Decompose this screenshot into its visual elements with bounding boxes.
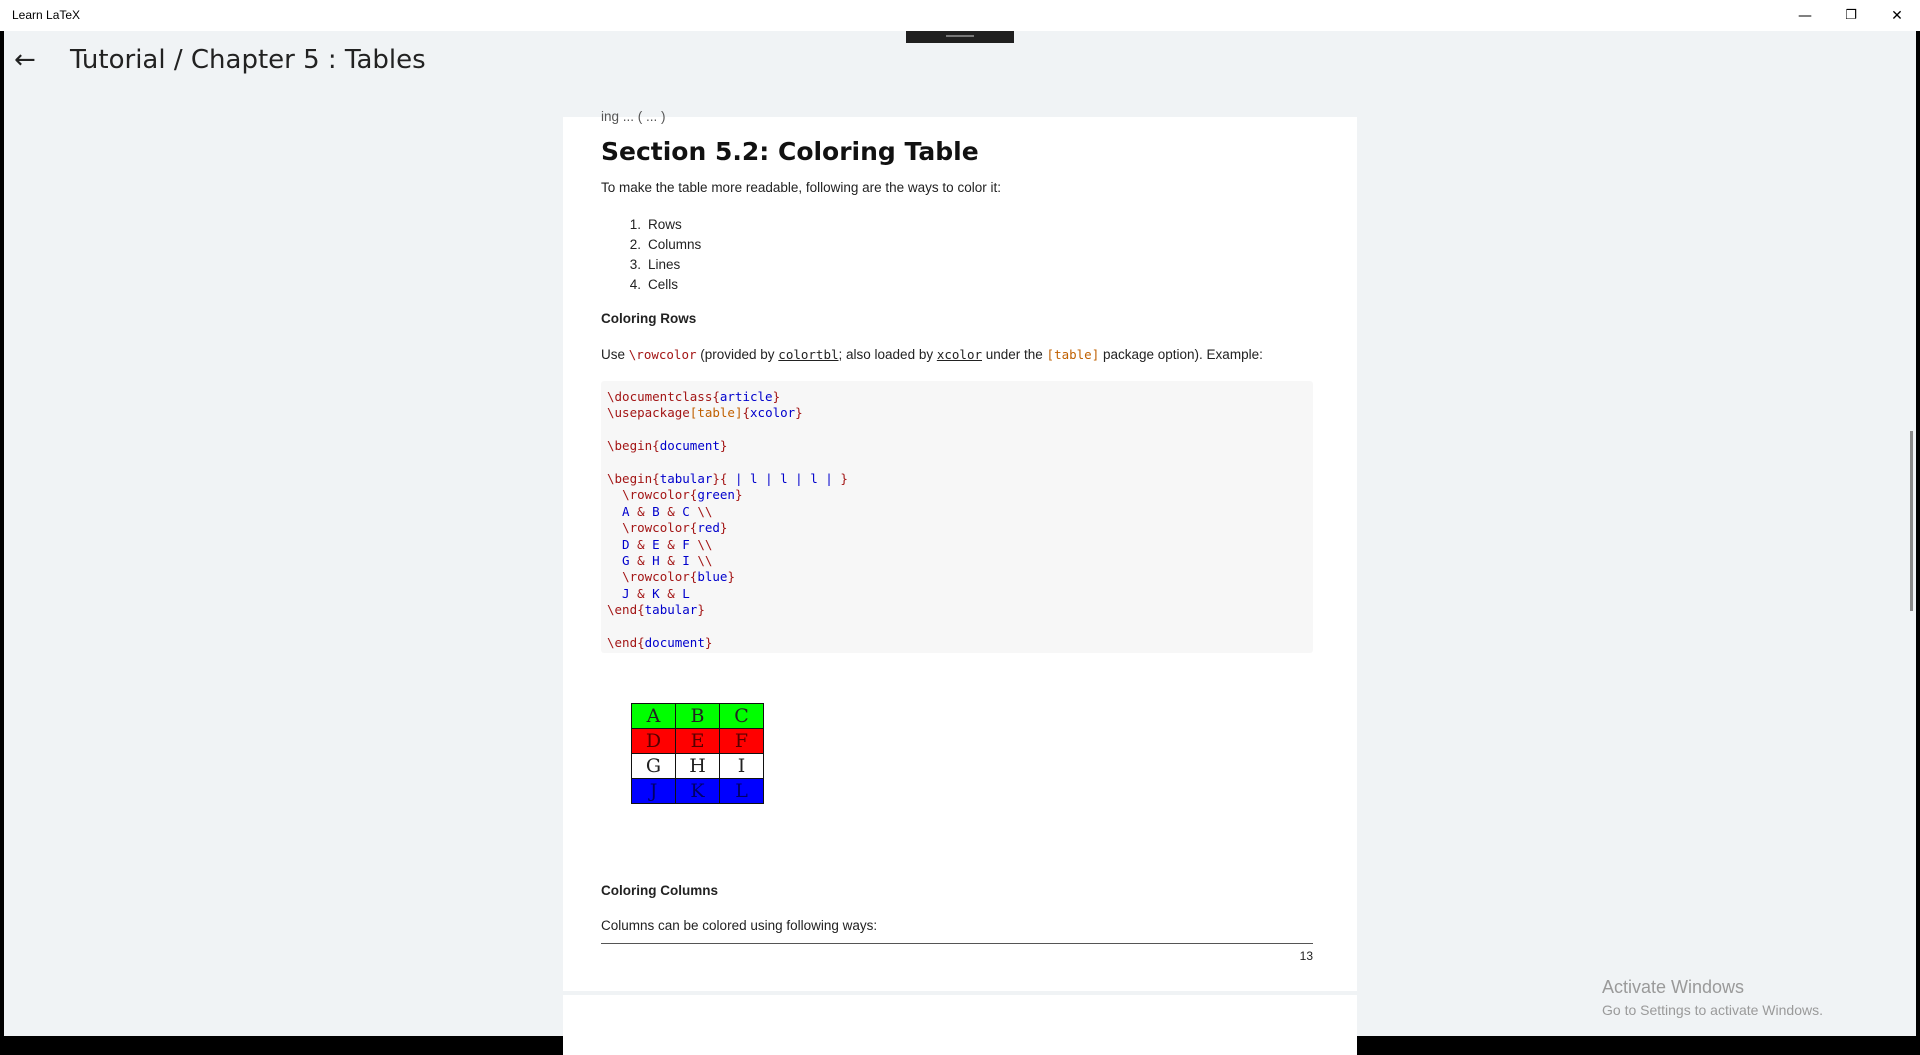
app-title: Learn LaTeX <box>12 8 81 22</box>
code-line: A & B & C \\ <box>607 503 713 519</box>
code-line: \end{tabular} <box>607 602 705 618</box>
table-cell: H <box>676 754 720 779</box>
code-line: \rowcolor{green} <box>622 487 743 503</box>
columns-intro: Columns can be colored using following ways: <box>601 918 878 933</box>
close-button[interactable]: ✕ <box>1891 7 1903 24</box>
colortbl-link[interactable]: colortbl <box>778 347 839 362</box>
list-item: 4. Cells <box>629 277 679 292</box>
table-cell: K <box>676 779 720 804</box>
rendered-colored-table <box>631 703 764 804</box>
code-line: \end{document} <box>607 635 713 650</box>
table-cell: A <box>632 704 676 729</box>
table-row <box>632 779 764 804</box>
code-line: J & K & L <box>607 585 690 601</box>
list-item: 2. Columns <box>629 237 702 252</box>
next-pdf-page <box>563 995 1357 1055</box>
minimize-button[interactable]: — <box>1798 7 1812 24</box>
code-line: \begin{tabular}{ | l | l | l | } <box>607 471 848 486</box>
page-title: Tutorial / Chapter 5 : Tables <box>70 45 426 75</box>
table-cell: D <box>632 729 676 754</box>
coloring-rows-heading: Coloring Rows <box>601 311 697 326</box>
code-line: G & H & I \\ <box>607 553 713 568</box>
table-cell: C <box>720 704 764 729</box>
list-item: 1. Rows <box>629 217 682 232</box>
title-bar <box>0 0 1920 31</box>
intro-paragraph: To make the table more readable, following are the ways to color it: <box>601 180 1001 195</box>
code-line: \usepackage[table]{xcolor} <box>607 405 803 421</box>
table-cell: I <box>720 754 764 779</box>
code-line: \documentclass{article} <box>607 389 781 404</box>
back-arrow-icon[interactable]: ← <box>14 45 36 75</box>
watermark-title: Activate Windows <box>1602 977 1745 997</box>
table-cell: E <box>676 729 720 754</box>
watermark-subtitle: Go to Settings to activate Windows. <box>1602 1002 1823 1018</box>
table-option: [table] <box>1046 347 1100 362</box>
pdf-page <box>563 109 1357 991</box>
activation-watermark <box>1602 977 1823 1018</box>
table-cell: B <box>676 704 720 729</box>
section-title: Section 5.2: Coloring Table <box>601 137 979 166</box>
code-line: D & E & F \\ <box>607 536 713 552</box>
table-row <box>632 754 764 779</box>
code-line: \begin{document} <box>607 438 728 454</box>
clipped-text: ing ... ( ... ) <box>601 109 666 124</box>
code-block <box>601 381 1313 653</box>
xcolor-link[interactable]: xcolor <box>936 347 982 362</box>
vertical-scrollbar[interactable] <box>1910 431 1913 611</box>
table-cell: L <box>720 779 764 804</box>
code-line: \rowcolor{red} <box>622 520 728 536</box>
table-cell: J <box>632 779 676 804</box>
table-row <box>632 729 764 754</box>
list-item: 3. Lines <box>629 257 681 272</box>
page-number: 13 <box>1299 949 1313 963</box>
code-line: \rowcolor{blue} <box>622 569 735 585</box>
table-row <box>632 704 764 729</box>
table-cell: G <box>632 754 676 779</box>
app-content <box>4 31 1916 1036</box>
footer-rule <box>601 943 1313 944</box>
coloring-columns-heading: Coloring Columns <box>601 883 718 898</box>
table-cell: F <box>720 729 764 754</box>
rows-sentence: Use \rowcolor (provided by colortbl; also loaded by xcolor under the [table] package option). Example: <box>601 347 1263 362</box>
color-ways-list <box>623 215 701 295</box>
rowcolor-command: \rowcolor <box>628 347 697 362</box>
restore-button[interactable]: ❐ <box>1845 8 1857 23</box>
drag-handle[interactable] <box>906 31 1014 43</box>
